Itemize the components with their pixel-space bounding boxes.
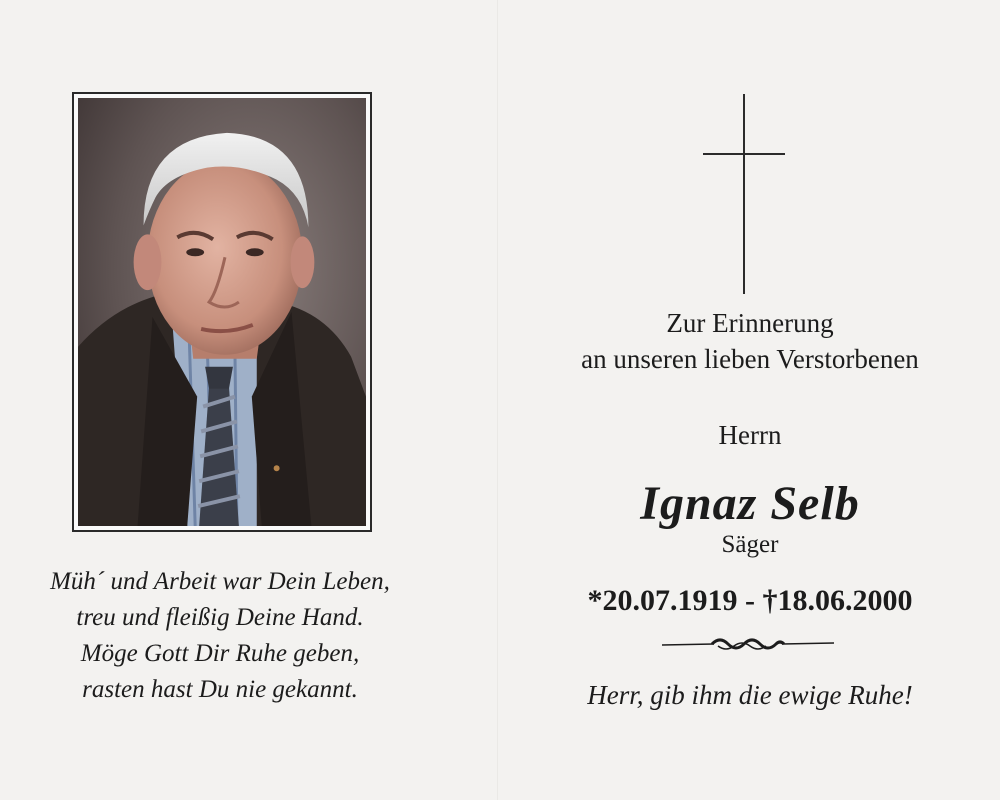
poem	[0, 564, 440, 708]
life-dates: *20.07.1919 - †18.06.2000	[587, 584, 913, 617]
deceased-name: Ignaz Selb	[640, 477, 860, 530]
memory-line-2: an unseren lieben Verstorbenen	[581, 344, 919, 374]
portrait-photo	[78, 98, 366, 526]
salutation: Herrn	[718, 420, 782, 450]
poem-line: Möge Gott Dir Ruhe geben,	[80, 640, 360, 667]
poem-line: rasten hast Du nie gekannt.	[82, 676, 358, 703]
memory-line-1: Zur Erinnerung	[666, 308, 834, 338]
ornament-divider-icon	[662, 634, 834, 654]
poem-line: treu und fleißig Deine Hand.	[76, 604, 364, 631]
occupation: Säger	[721, 531, 779, 558]
cross-icon	[703, 94, 785, 294]
poem-line: Müh´ und Arbeit war Dein Leben,	[50, 568, 390, 595]
prayer: Herr, gib ihm die ewige Ruhe!	[587, 680, 913, 710]
card-fold	[497, 0, 499, 800]
portrait-frame	[72, 92, 372, 532]
